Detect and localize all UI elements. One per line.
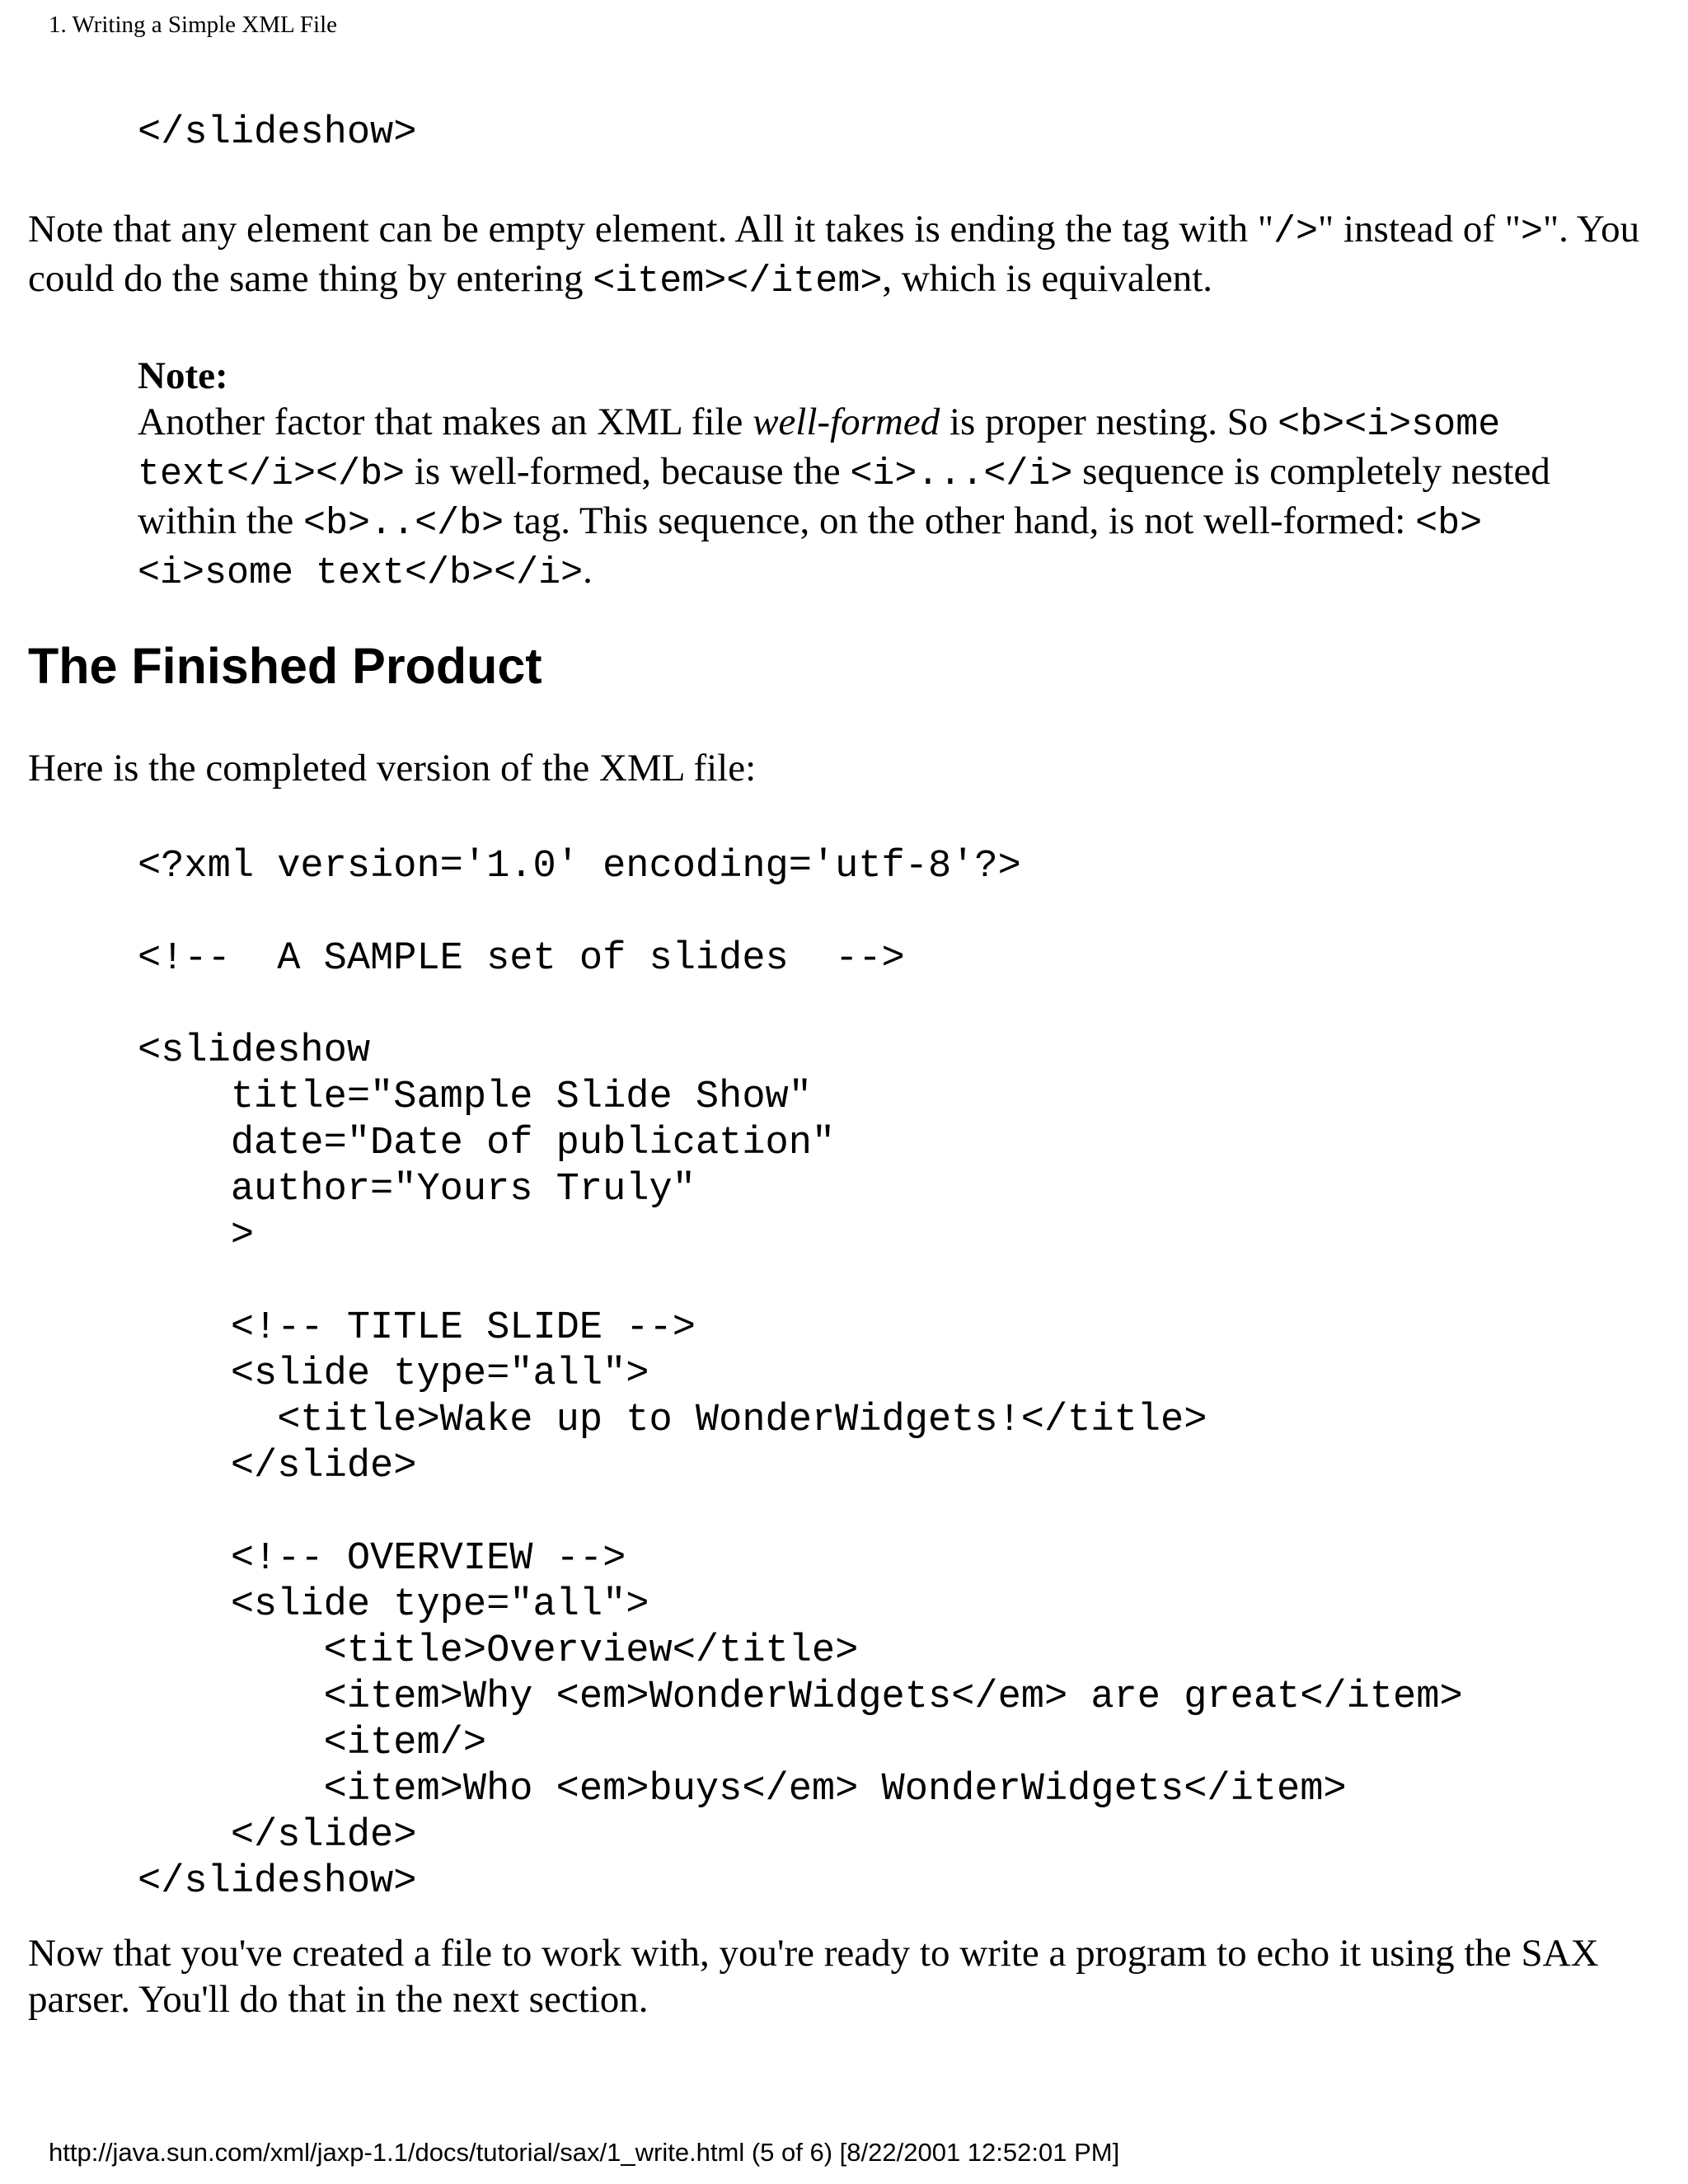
inline-code: <item></item>: [593, 260, 883, 302]
intro-paragraph: Here is the completed version of the XML file:: [28, 747, 757, 790]
inline-code: <i>...</i>: [850, 453, 1073, 495]
xml-code-block: <?xml version='1.0' encoding='utf-8'?> <!-- A SAMPLE set of slides --> <slideshow title="Sample Slide Show" date="Date of publication" author="Yours Truly" > <!-- TITLE SLIDE --> <slide type="all"> <title>Wake up to WonderWidgets!</title> </slide> <!-- OVERVIEW --> <slide type="all"> <title>Overview</title> <item>Why <em>WonderWidgets</em> are great</item> <item/> <item>Who <em>buys</em> WonderWidgets</item> </slide> </slideshow>: [138, 845, 1463, 1904]
inline-code: >: [1520, 211, 1543, 253]
text-segment: is proper nesting. So: [940, 401, 1278, 443]
text-segment: " instead of ": [1318, 208, 1521, 251]
empty-element-paragraph: [28, 206, 1668, 305]
text-segment: , which is equivalent.: [882, 257, 1213, 300]
code-snippet-closing-tag: </slideshow>: [138, 111, 417, 155]
text-segment: Note that any element can be empty element. All it takes is ending the tag with ": [28, 208, 1274, 251]
text-segment: .: [583, 549, 593, 592]
emphasis-text: well-formed: [753, 401, 940, 443]
text-segment: tag. This sequence, on the other hand, is not well-formed:: [504, 499, 1416, 542]
inline-code: />: [1273, 211, 1319, 253]
page-header: 1. Writing a Simple XML File: [49, 12, 338, 38]
inline-code: <b><i>some text</b></i>: [138, 503, 1483, 594]
inline-code: <b>..</b>: [303, 503, 504, 545]
closing-paragraph: Now that you've created a file to work with, you're ready to write a program to echo it using the SAX parser. You'll do that in the next section.: [28, 1932, 1599, 2021]
text-segment: sequence is completely nested within the: [138, 450, 1550, 542]
note-text: [138, 399, 1555, 597]
text-segment: ". You could do the same thing by entering: [28, 208, 1640, 300]
inline-code: <b><i>some text</i></b>: [138, 404, 1501, 495]
text-segment: is well-formed, because the: [405, 450, 851, 493]
text-segment: Another factor that makes an XML file: [138, 401, 753, 443]
note-block: [138, 353, 1555, 597]
section-heading: The Finished Product: [28, 638, 542, 694]
note-label: Note:: [138, 354, 228, 397]
page-footer-url: http://java.sun.com/xml/jaxp-1.1/docs/tutorial/sax/1_write.html (5 of 6) [8/22/2001 12:52:01 PM]: [49, 2138, 1120, 2167]
